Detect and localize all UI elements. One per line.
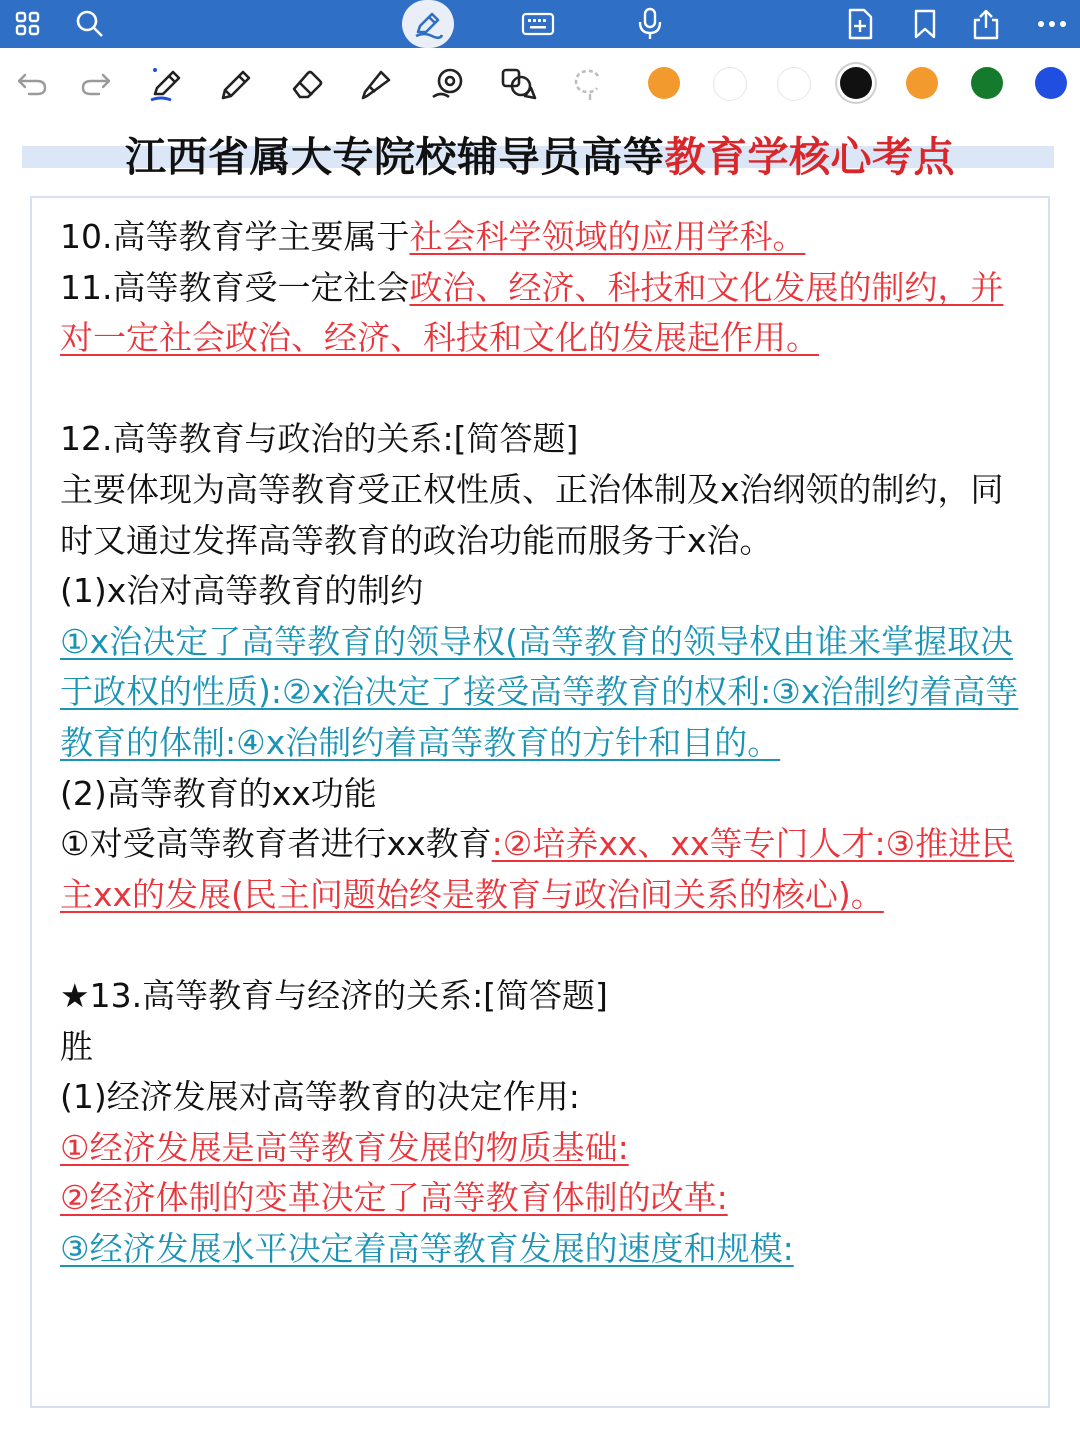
search-icon[interactable] (70, 4, 110, 44)
note-title-area (20, 120, 1060, 184)
note-title (20, 124, 1060, 183)
q10-answer: 社会科学领域的应用学科。 (409, 217, 806, 256)
q12-section2-prefix: ①对受高等教育者进行xx教育 (60, 824, 492, 864)
title-red-part: 教育学核心考点 (664, 133, 955, 181)
pen-mode-button[interactable] (400, 0, 456, 48)
grid-icon[interactable] (8, 4, 48, 44)
color-swatch-blue[interactable] (1035, 67, 1067, 99)
title-black-part: 江西省属大专院校辅导员高等 (125, 133, 665, 181)
q12-intro: 主要体现为高等教育受正权性质、正治体制及x治纲领的制约，同时又通过发挥高等教育的政治功能而服务于x治。 (60, 469, 1004, 560)
redo-icon[interactable] (74, 62, 118, 106)
q10-prefix: 10.高等教育学主要属于 (60, 217, 410, 256)
q12-section1 (60, 617, 1026, 769)
q11-prefix: 11.高等教育受一定社会 (60, 267, 410, 307)
note-content (60, 212, 1026, 1274)
q12-section1-answer: ①x治决定了高等教育的领导权(高等教育的领导权由谁来掌握取决于政权的性质):②x治决定了接受高等教育的权利:③x治制约着高等教育的体制:④x治制约着高等教育的方针和目的。 (60, 621, 1019, 762)
q13-item-1 (60, 1123, 1026, 1174)
q11 (60, 263, 1026, 364)
q13-title: ★13.高等教育与经济的关系:[简答题] (60, 975, 608, 1015)
keyboard-icon[interactable] (518, 4, 558, 44)
q12-section2-title: (2)高等教育的xx功能 (60, 773, 377, 813)
q12-section2-answer: :②培养xx、xx等专门人才:③推进民主xx的发展(民主问题始终是教育与政治间关系的核心)。 (60, 824, 1015, 914)
color-swatch-white[interactable] (713, 67, 747, 101)
q13-section1-title: (1)经济发展对高等教育的决定作用: (60, 1077, 580, 1117)
lasso-icon[interactable] (566, 62, 610, 106)
color-swatch-orange-2[interactable] (906, 67, 938, 99)
bookmark-icon[interactable] (905, 4, 945, 44)
q13-item-2 (60, 1173, 1026, 1224)
q12-title: 12.高等教育与政治的关系:[简答题] (60, 419, 579, 459)
q13-answer-1: ①经济发展是高等教育发展的物质基础: (60, 1127, 629, 1167)
note-card (30, 196, 1050, 1408)
q11-answer: 政治、经济、科技和文化发展的制约，并对一定社会政治、经济、科技和文化的发展起作用。 (60, 267, 1004, 358)
q12-section1-title: (1)x治对高等教育的制约 (60, 571, 424, 611)
pencil-icon[interactable] (214, 62, 258, 106)
q13-answer-2: ②经济体制的变革决定了高等教育体制的改革: (60, 1178, 728, 1218)
color-swatch-black-selected[interactable] (840, 67, 872, 99)
shape-icon[interactable] (426, 62, 470, 106)
undo-icon[interactable] (10, 62, 54, 106)
pen-mode-icon (412, 8, 444, 40)
microphone-icon[interactable] (630, 4, 670, 44)
app-top-bar (0, 0, 1080, 48)
color-swatch-white-2[interactable] (777, 67, 811, 101)
spacer (60, 920, 1026, 971)
add-page-icon[interactable] (840, 4, 880, 44)
eraser-icon[interactable] (284, 62, 328, 106)
share-icon[interactable] (966, 4, 1006, 44)
q13-note: 胜 (60, 1026, 93, 1066)
spacer (60, 364, 1026, 415)
element-icon[interactable] (496, 62, 540, 106)
q13-answer-3: ③经济发展水平决定着高等教育发展的速度和规模: (60, 1228, 794, 1268)
highlighter-icon[interactable] (354, 62, 398, 106)
q10 (60, 212, 1026, 263)
q13-item-3 (60, 1224, 1026, 1275)
color-swatch-green[interactable] (971, 67, 1003, 99)
color-swatch-orange[interactable] (648, 67, 680, 99)
fountain-pen-icon[interactable] (144, 62, 188, 106)
q12-section2 (60, 819, 1026, 920)
more-icon[interactable] (1032, 4, 1072, 44)
